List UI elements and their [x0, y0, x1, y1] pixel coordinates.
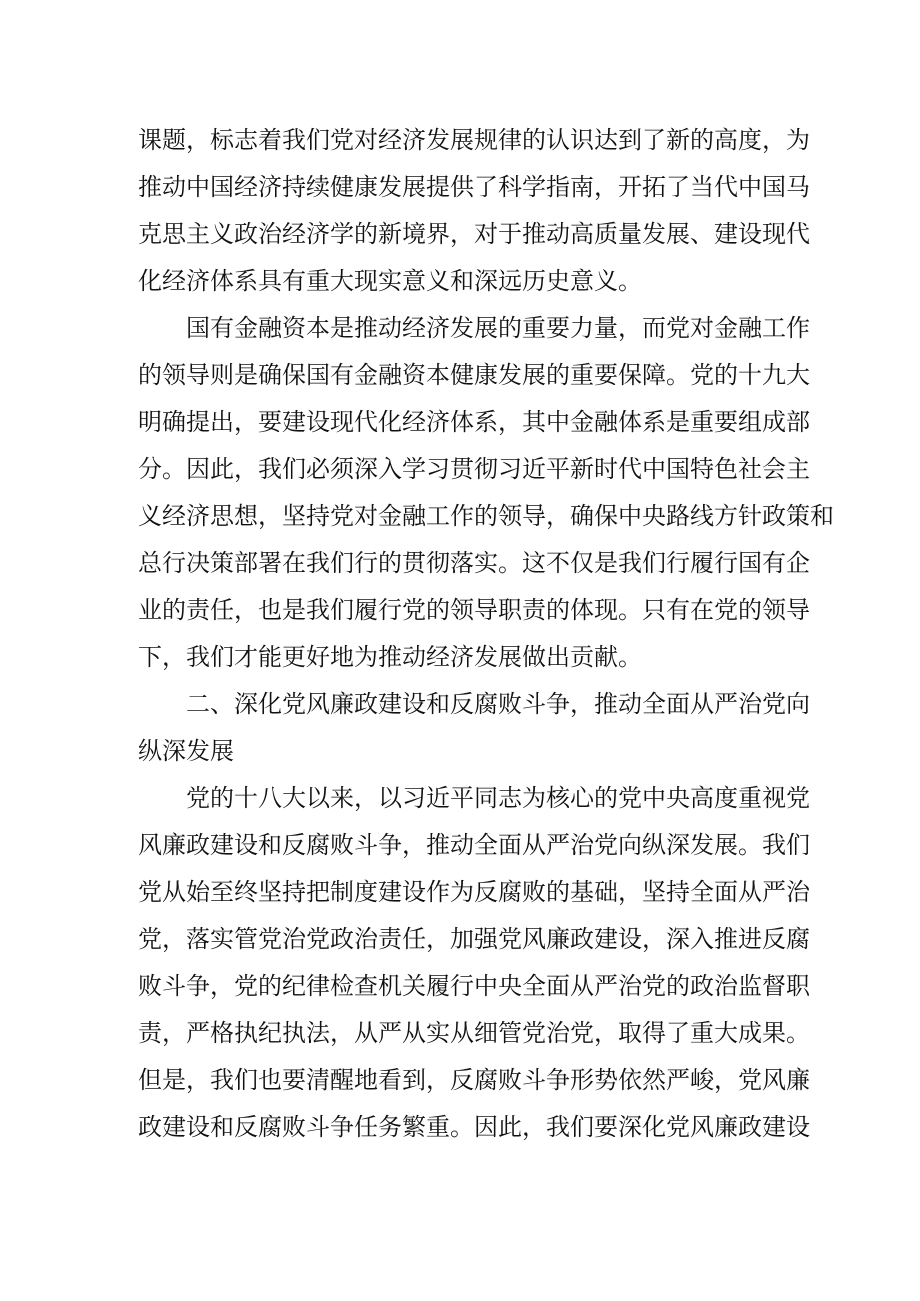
text-line: 课题，标志着我们党对经济发展规律的认识达到了新的高度，为 [138, 126, 810, 154]
text-line: 克思主义政治经济学的新境界，对于推动高质量发展、建设现代 [138, 220, 810, 248]
text-line: 败斗争，党的纪律检查机关履行中央全面从严治党的政治监督职 [138, 972, 810, 1000]
section-heading: 二、深化党风廉政建设和反腐败斗争，推动全面从严治党向 [186, 690, 810, 718]
text-line: 义经济思想，坚持党对金融工作的领导，确保中央路线方针政策和 [138, 502, 834, 530]
text-line: 的领导则是确保国有金融资本健康发展的重要保障。党的十九大 [138, 361, 810, 389]
text-line: 党从始至终坚持把制度建设作为反腐败的基础，坚持全面从严治 [138, 878, 810, 906]
text-line: 总行决策部署在我们行的贯彻落实。这不仅是我们行履行国有企 [138, 549, 810, 577]
text-line: 党，落实管党治党政治责任，加强党风廉政建设，深入推进反腐 [138, 925, 810, 953]
text-line: 风廉政建设和反腐败斗争，推动全面从严治党向纵深发展。我们 [138, 831, 810, 859]
paragraph-first-line: 国有金融资本是推动经济发展的重要力量，而党对金融工作 [186, 314, 810, 342]
text-line: 明确提出，要建设现代化经济体系，其中金融体系是重要组成部 [138, 408, 810, 436]
text-line: 化经济体系具有重大现实意义和深远历史意义。 [138, 267, 642, 295]
text-line: 责，严格执纪执法，从严从实从细管党治党，取得了重大成果。 [138, 1019, 810, 1047]
text-line: 政建设和反腐败斗争任务繁重。因此，我们要深化党风廉政建设 [138, 1113, 810, 1141]
text-line: 业的责任，也是我们履行党的领导职责的体现。只有在党的领导 [138, 596, 810, 624]
section-heading-continued: 纵深发展 [138, 737, 234, 765]
text-line: 推动中国经济持续健康发展提供了科学指南，开拓了当代中国马 [138, 173, 810, 201]
text-line: 下，我们才能更好地为推动经济发展做出贡献。 [138, 643, 642, 671]
text-line: 分。因此，我们必须深入学习贯彻习近平新时代中国特色社会主 [138, 455, 810, 483]
paragraph-first-line: 党的十八大以来，以习近平同志为核心的党中央高度重视党 [186, 784, 810, 812]
text-line: 但是，我们也要清醒地看到，反腐败斗争形势依然严峻，党风廉 [138, 1066, 810, 1094]
